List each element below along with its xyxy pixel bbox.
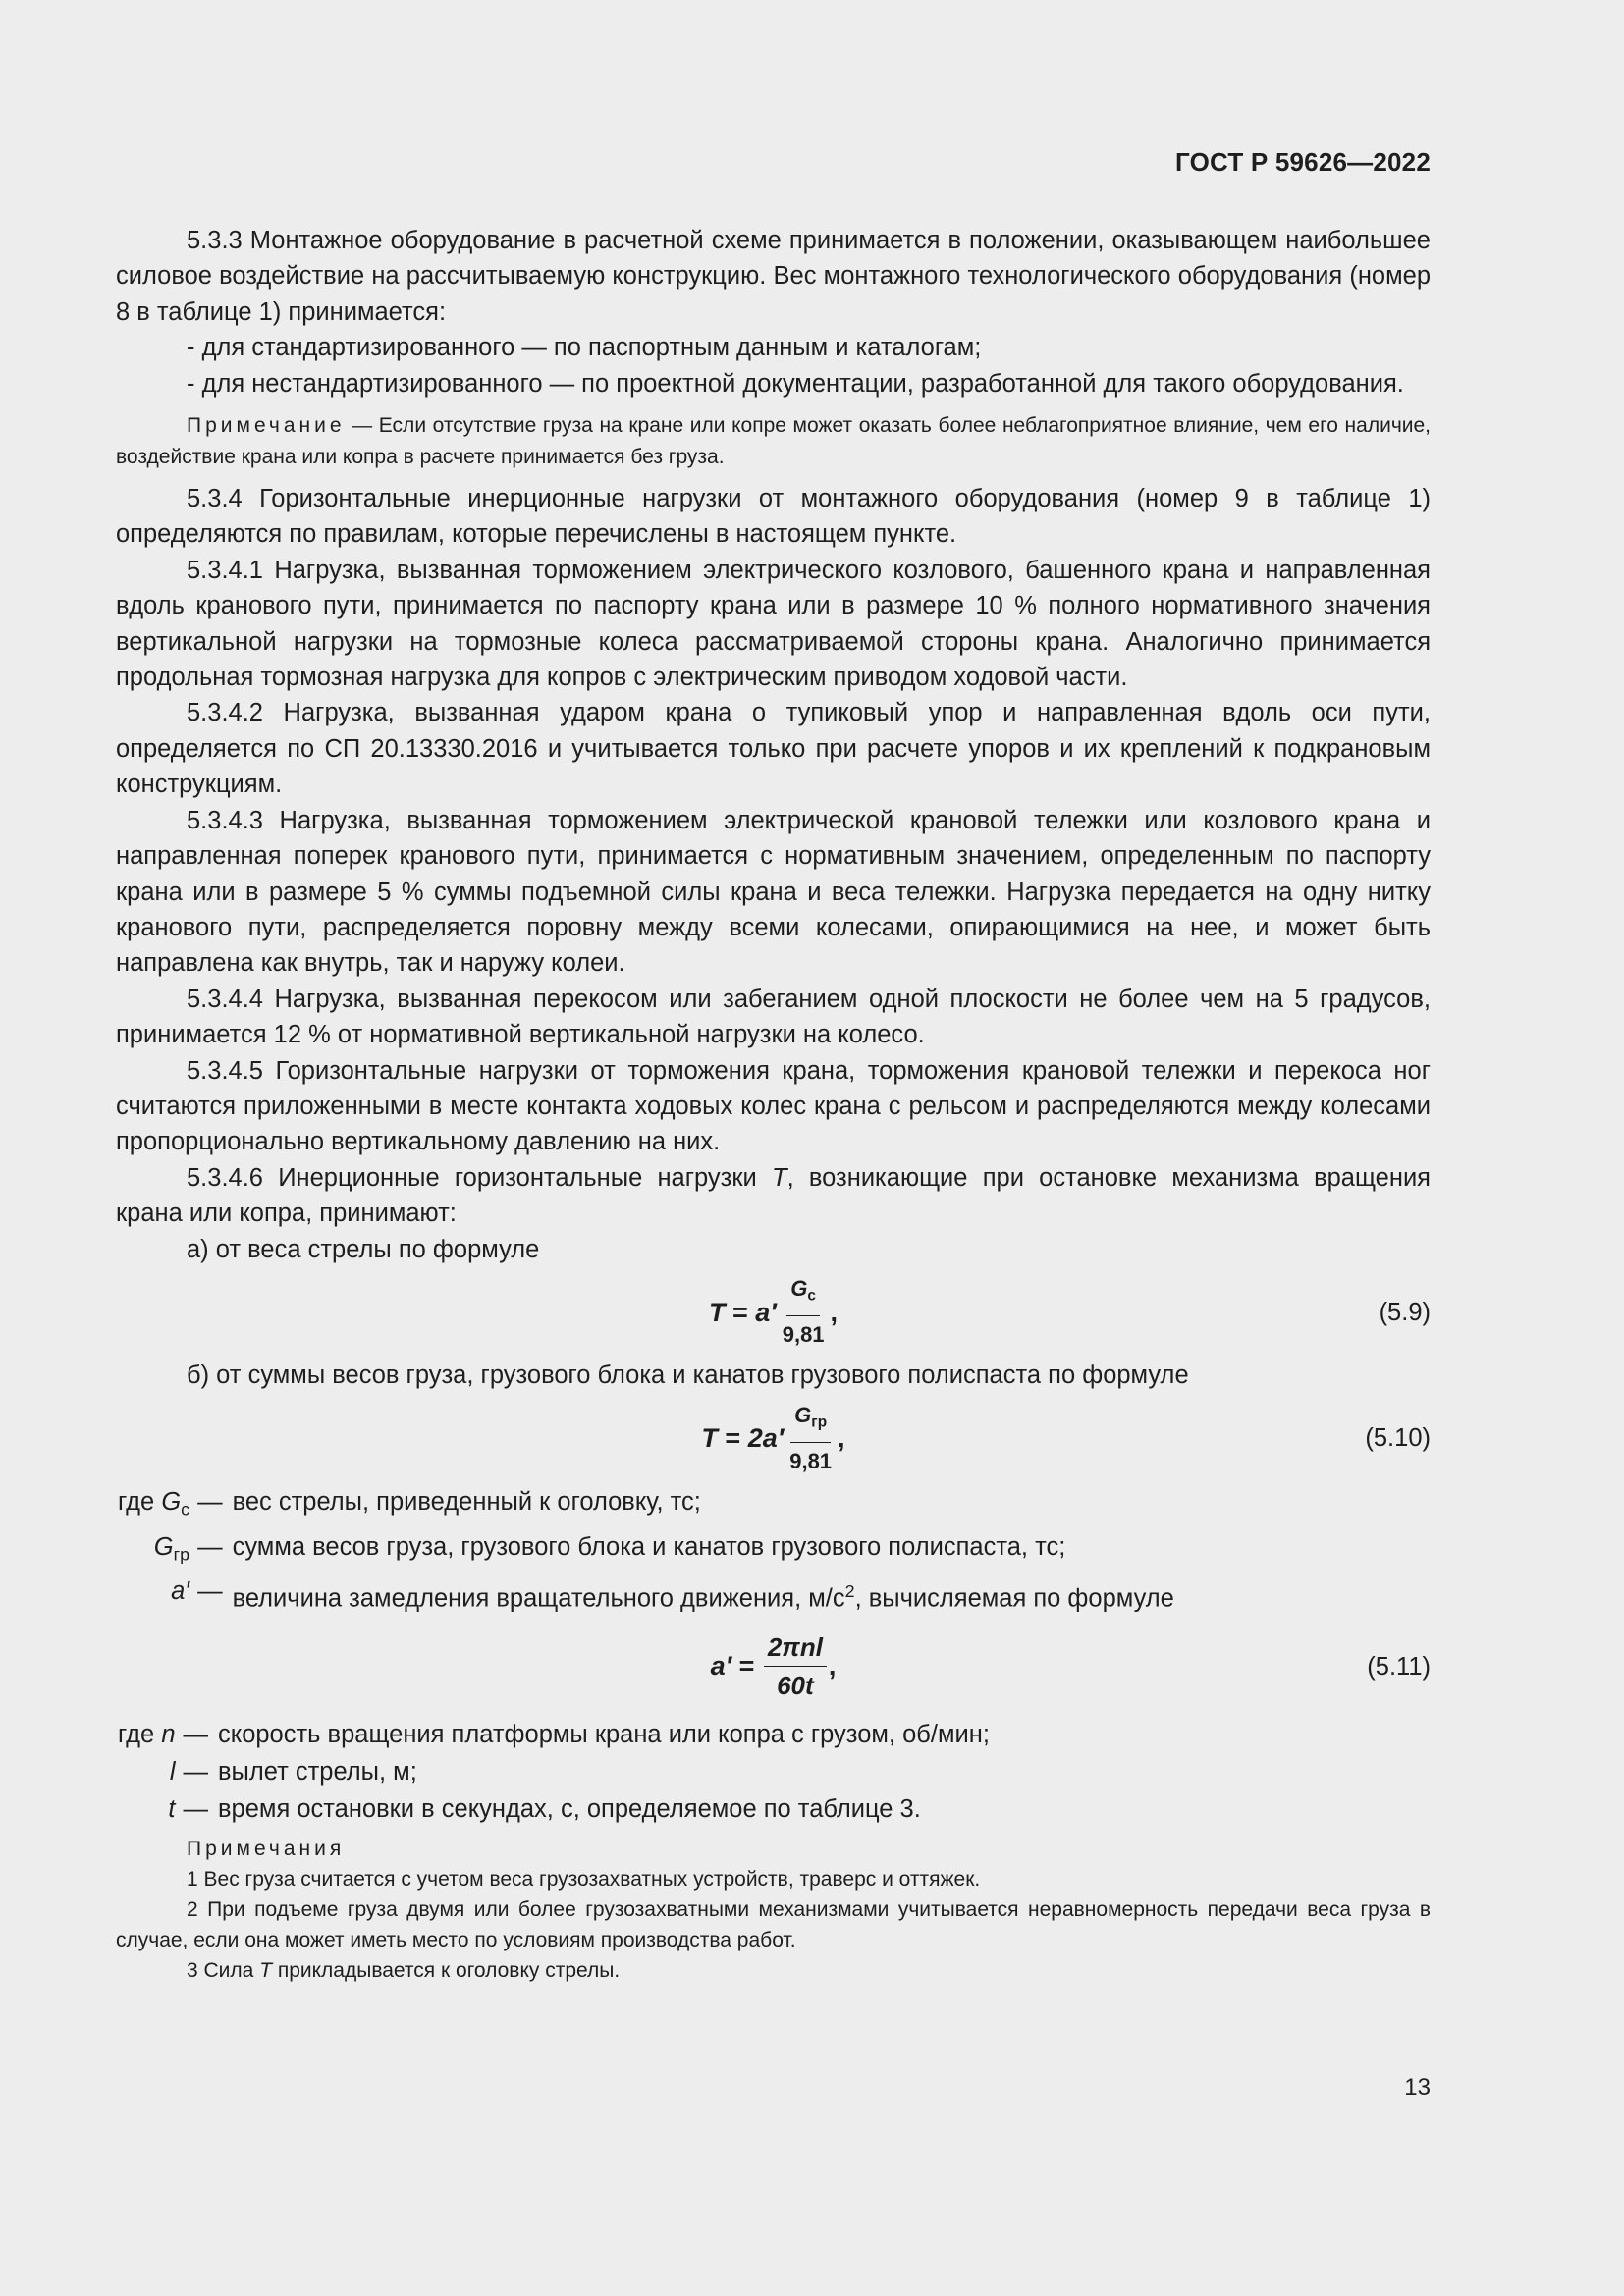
document-body xyxy=(116,223,1431,1986)
definition-prefix: где xyxy=(118,1488,162,1517)
variable-T: T xyxy=(772,1163,787,1192)
definition-row xyxy=(118,1790,990,1828)
equation-number: (5.9) xyxy=(1379,1298,1431,1326)
definition-symbol xyxy=(118,1528,197,1573)
definitions-list-2 xyxy=(118,1716,990,1828)
note-no-load xyxy=(116,410,1431,473)
definition-symbol xyxy=(118,1753,184,1790)
numerator-subscript: гр xyxy=(811,1414,828,1431)
list-item-nonstandard: - для нестандартизированного — по проектной документации, разработанной для такого оборудования. xyxy=(187,369,1404,398)
definition-dash: — xyxy=(197,1488,223,1517)
notes-title: Примечания xyxy=(187,1837,346,1860)
definition-text-part: величина замедления вращательного движения, м/с xyxy=(232,1584,845,1613)
fraction-numerator: 2πnl xyxy=(764,1629,827,1667)
numerator-symbol: G xyxy=(794,1402,812,1427)
definition-symbol xyxy=(118,1716,184,1753)
definition-dash: — xyxy=(197,1532,223,1561)
page-number: 13 xyxy=(1404,2074,1431,2101)
formula-fraction xyxy=(785,1398,836,1479)
formula-coefficient: a′ xyxy=(755,1297,777,1327)
note-item-3-text-end: прикладывается к оголовку стрелы. xyxy=(272,1958,621,1982)
definition-row xyxy=(118,1528,1174,1573)
definition-text: вылет стрелы, м; xyxy=(218,1757,417,1786)
symbol: G xyxy=(153,1532,174,1561)
numerator-subscript: с xyxy=(807,1287,816,1305)
formula-5-9-expression xyxy=(709,1271,838,1353)
formula-tail: , xyxy=(830,1297,839,1327)
definition-symbol xyxy=(118,1483,197,1527)
formula-5-11-expression xyxy=(711,1629,837,1704)
fraction-numerator xyxy=(786,1271,820,1316)
formula-tail: , xyxy=(838,1423,845,1454)
fraction-denominator: 9,81 xyxy=(789,1448,833,1473)
definition-dash: — xyxy=(183,1720,208,1748)
formula-equals: = xyxy=(731,1651,762,1682)
formula-equals: = xyxy=(725,1297,756,1327)
definition-dash: — xyxy=(197,1577,223,1606)
formula-5-11 xyxy=(116,1618,1431,1716)
formula-fraction xyxy=(779,1271,829,1353)
equation-number: (5.10) xyxy=(1365,1424,1431,1453)
definition-symbol xyxy=(118,1790,184,1828)
definition-row xyxy=(118,1753,990,1790)
formula-lhs: T xyxy=(708,1297,726,1327)
paragraph-5-3-4-5: 5.3.4.5 Горизонтальные нагрузки от торможения крана, торможения крановой тележки и перекоса ног считаются приложенными в месте контакта ходовых колес крана с рельсом и распределяются между колесами пропорционально вертикальному давлению на них. xyxy=(116,1056,1431,1156)
equation-number: (5.11) xyxy=(1367,1652,1431,1681)
definition-text: время остановки в секундах, с, определяемое по таблице 3. xyxy=(218,1794,921,1823)
fraction-denominator: 60t xyxy=(777,1671,814,1701)
definition-text-part: , вычисляемая по формуле xyxy=(854,1584,1174,1613)
fraction-denominator: 9,81 xyxy=(782,1322,825,1348)
symbol: n xyxy=(161,1720,176,1748)
symbol: a′ xyxy=(171,1577,190,1606)
symbol: G xyxy=(161,1488,182,1517)
paragraph-5-3-4-2: 5.3.4.2 Нагрузка, вызванная ударом крана о тупиковый упор и направленная вдоль оси пути, определяется по СП 20.13330.2016 и учитывается только при расчете упоров и их креплений к подкрановым конструкциям. xyxy=(116,699,1431,799)
definition-text: скорость вращения платформы крана или копра с грузом, об/мин; xyxy=(218,1720,990,1748)
note-item-3-text: 3 Сила xyxy=(187,1958,260,1982)
definition-text xyxy=(233,1573,1174,1618)
definitions-list-1 xyxy=(118,1483,1174,1617)
paragraph-5-3-3: 5.3.3 Монтажное оборудование в расчетной схеме принимается в положении, оказывающем наибольшее силовое воздействие на рассчитываемую конструкцию. Вес монтажного технологического оборудования (номер 8 в таблице 1) принимается: xyxy=(116,227,1431,326)
formula-equals: = xyxy=(717,1423,748,1454)
symbol: l xyxy=(169,1757,176,1786)
list-item-standard: - для стандартизированного — по паспортным данным и каталогам; xyxy=(187,334,982,362)
fraction-numerator xyxy=(790,1398,831,1443)
symbol-subscript: с xyxy=(181,1499,190,1520)
note-item-3 xyxy=(116,1955,1431,1986)
definition-row xyxy=(118,1573,1174,1618)
paragraph-5-3-4-6-text-end: , возникающие при остановке механизма вращения крана или копра, принимают: xyxy=(116,1163,1431,1228)
definition-row xyxy=(118,1483,1174,1527)
paragraph-5-3-4-4: 5.3.4.4 Нагрузка, вызванная перекосом или забеганием одной плоскости не более чем на 5 градусов, принимается 12 % от нормативной вертикальной нагрузки на колесо. xyxy=(116,985,1431,1049)
list-item-a: а) от веса стрелы по формуле xyxy=(187,1235,540,1263)
definition-symbol xyxy=(118,1573,197,1618)
definition-row xyxy=(118,1716,990,1753)
definition-dash: — xyxy=(183,1794,208,1823)
paragraph-5-3-4-6 xyxy=(116,1160,1431,1232)
definition-text: вес стрелы, приведенный к оголовку, тс; xyxy=(232,1488,701,1517)
notes-block xyxy=(116,1834,1431,1986)
definition-text: сумма весов груза, грузового блока и канатов грузового полиспаста, тс; xyxy=(232,1532,1066,1561)
formula-coefficient: 2a′ xyxy=(747,1423,785,1454)
paragraph-5-3-4-6-text: 5.3.4.6 Инерционные горизонтальные нагрузки xyxy=(187,1163,772,1192)
formula-lhs: T xyxy=(701,1423,718,1454)
paragraph-5-3-4-3: 5.3.4.3 Нагрузка, вызванная торможением электрической крановой тележки или козлового крана и направленная поперек кранового пути, принимается с нормативным значением, определенным по паспорту крана или в размере 5 % суммы подъемной силы крана и веса тележки. Нагрузка передается на одну нитку кранового пути, распределяется поровну между всеми колесами, опирающимися на нее, и может быть направлена как внутрь, так и наружу колеи. xyxy=(116,806,1431,978)
note-item-1: 1 Вес груза считается с учетом веса грузозахватных устройств, траверс и оттяжек. xyxy=(187,1867,981,1891)
note-item-2: 2 При подъеме груза двумя или более грузозахватными механизмами учитывается неравномерность передачи веса груза в случае, если она может иметь место по условиям производства работ. xyxy=(116,1897,1431,1951)
symbol-subscript: гр xyxy=(173,1544,190,1565)
symbol: t xyxy=(168,1794,176,1823)
list-item-b: б) от суммы весов груза, грузового блока и канатов грузового полиспаста по формуле xyxy=(187,1361,1189,1389)
formula-fraction xyxy=(764,1629,827,1704)
numerator-symbol: G xyxy=(790,1276,808,1302)
definition-prefix: где xyxy=(118,1720,162,1748)
variable-T: T xyxy=(259,1958,273,1982)
document-designation: ГОСТ Р 59626—2022 xyxy=(1175,147,1431,177)
definition-dash: — xyxy=(183,1757,208,1786)
superscript: 2 xyxy=(844,1581,855,1602)
formula-lhs: a′ xyxy=(710,1651,732,1682)
paragraph-5-3-4-1: 5.3.4.1 Нагрузка, вызванная торможением электрического козлового, башенного крана и направленная вдоль кранового пути, принимается по паспорту крана или в размере 10 % полного нормативного значения вертикальной нагрузки на тормозные колеса рассматриваемой стороны крана. Аналогично принимается продольная тормозная нагрузка для копров с электрическим приводом ходовой части. xyxy=(116,556,1431,692)
formula-5-10-expression xyxy=(701,1398,844,1479)
note-text: — Если отсутствие груза на кране или копре может оказать более неблагоприятное влияние, чем его наличие, воздействие крана или копра в расчете принимается без груза. xyxy=(116,414,1431,469)
note-label: Примечание xyxy=(187,414,346,438)
formula-5-9 xyxy=(116,1267,1431,1358)
paragraph-5-3-4: 5.3.4 Горизонтальные инерционные нагрузки от монтажного оборудования (номер 9 в таблице 1) определяются по правилам, которые перечислены в настоящем пункте. xyxy=(116,485,1431,549)
formula-tail: , xyxy=(828,1651,837,1682)
formula-5-10 xyxy=(116,1393,1431,1483)
